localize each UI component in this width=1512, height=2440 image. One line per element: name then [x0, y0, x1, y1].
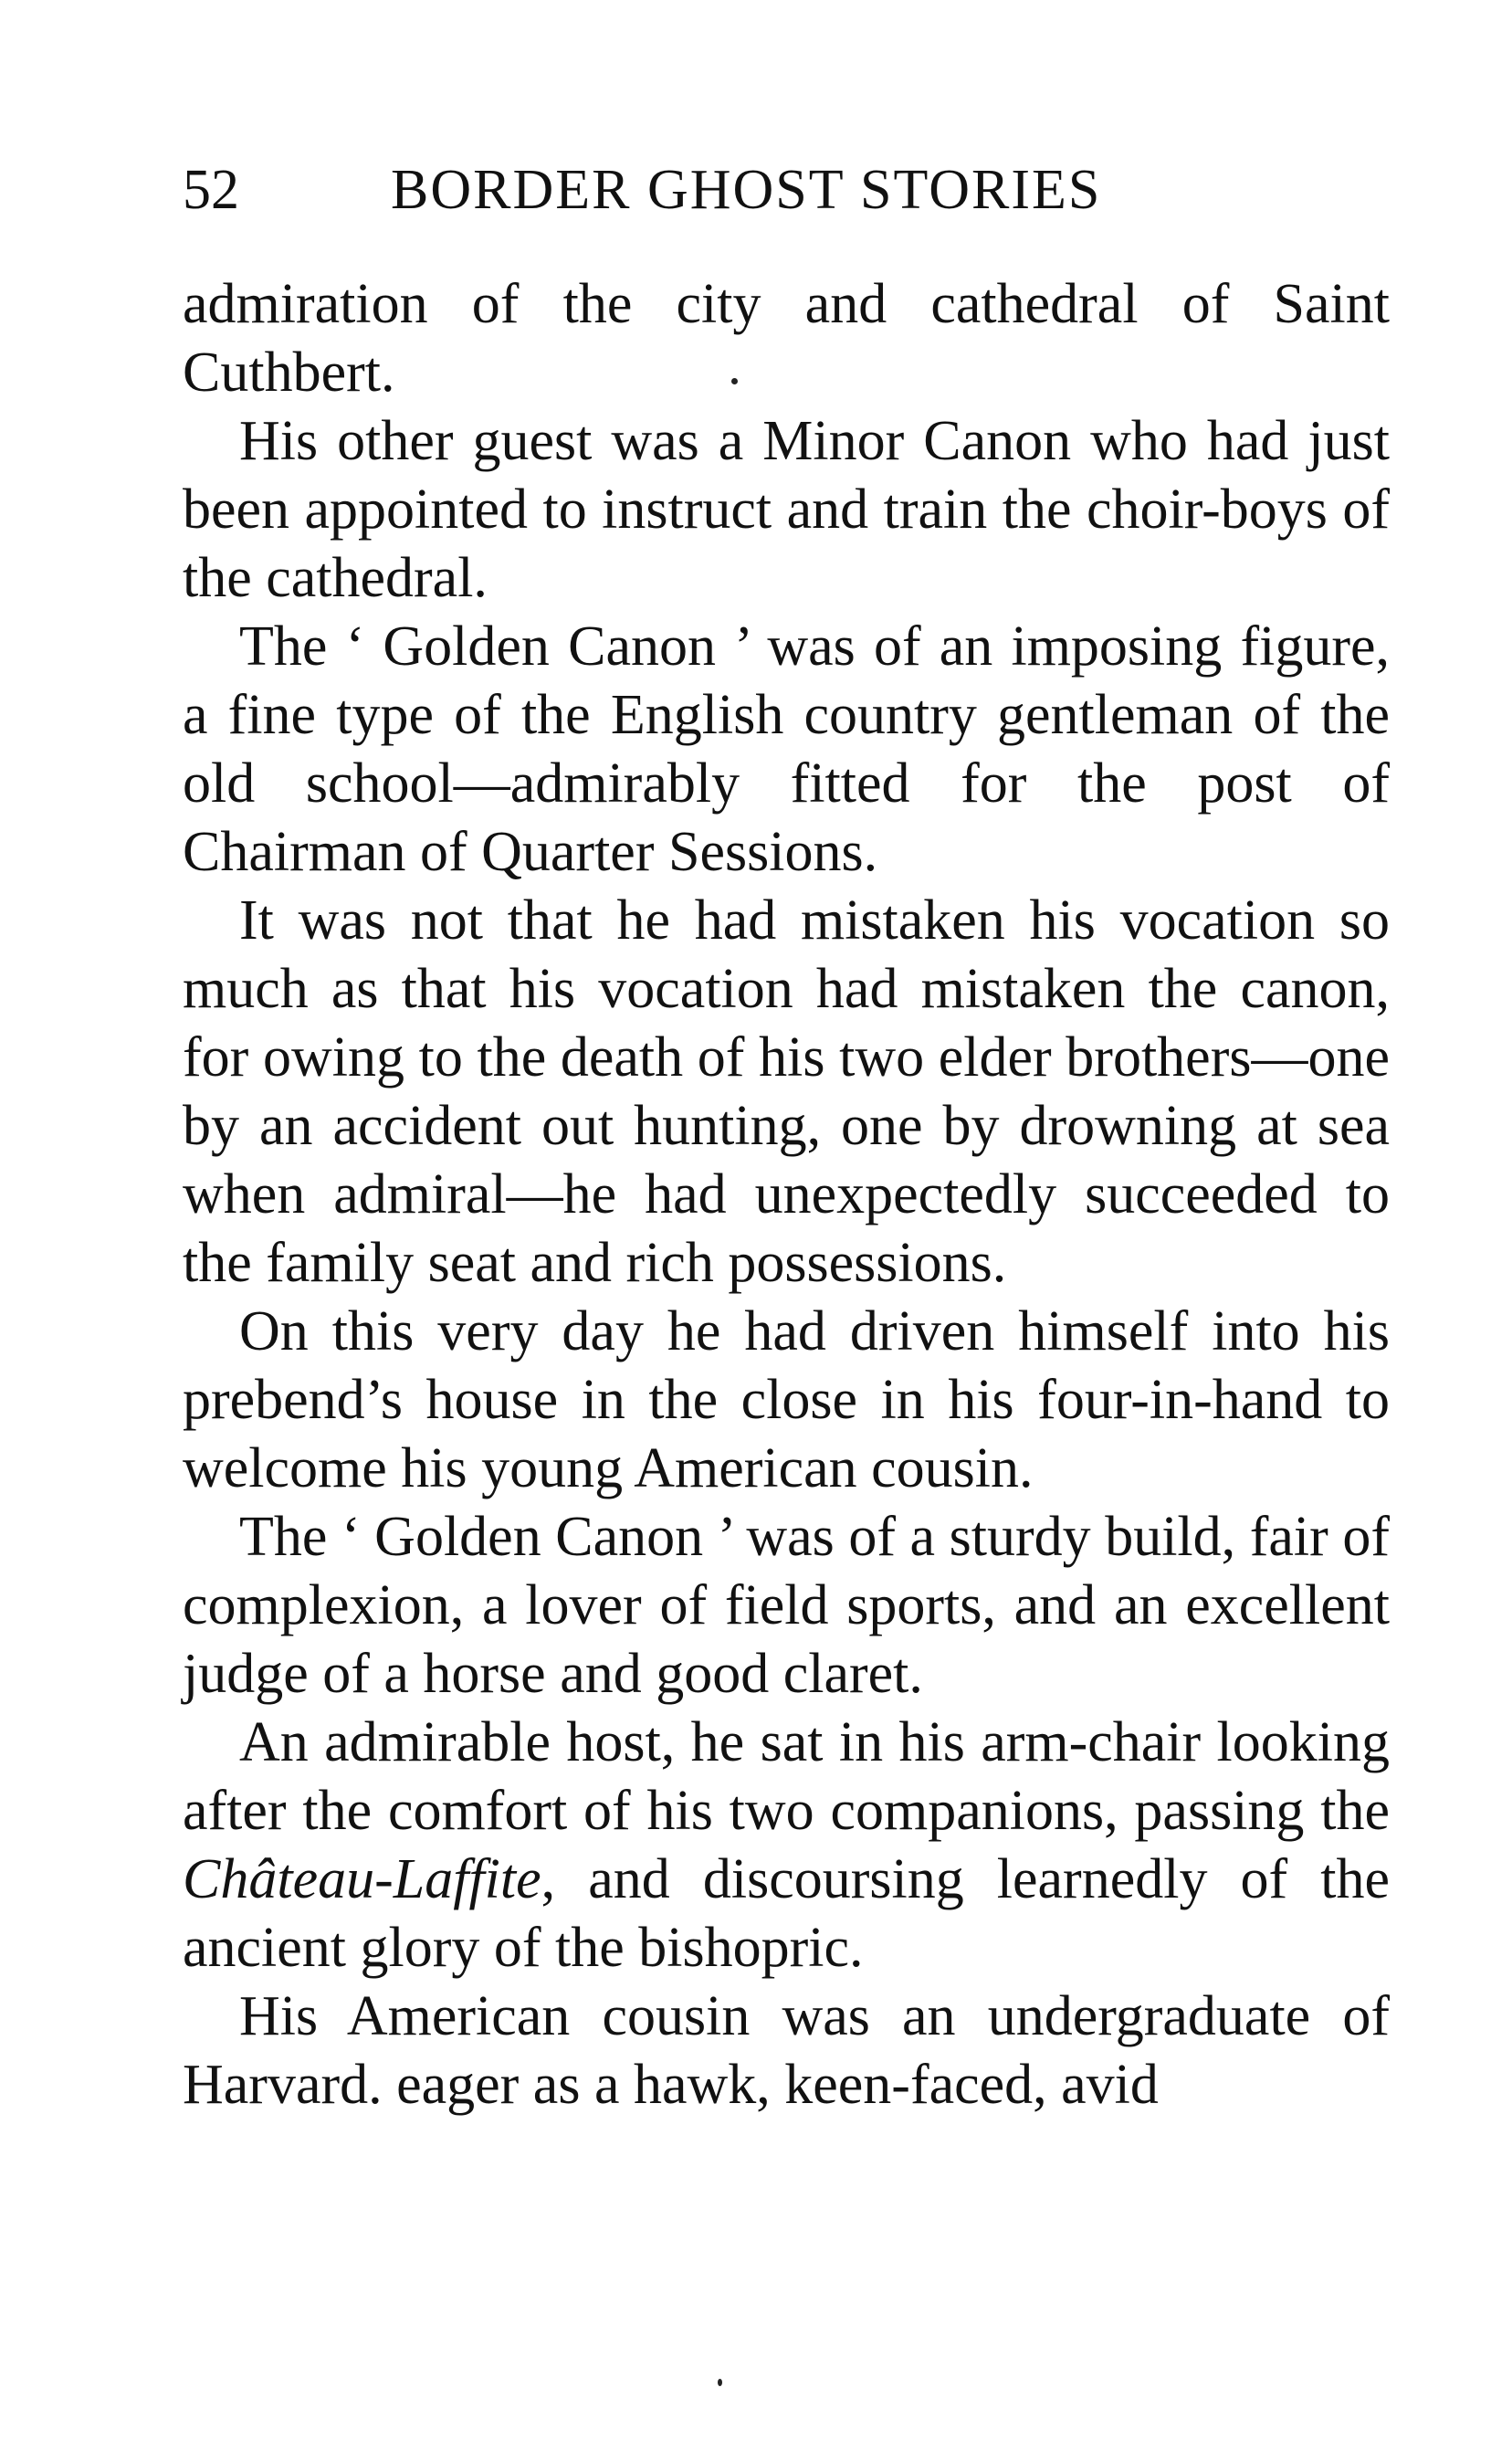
- paragraph-golden-canon-figure: The ‘ Golden Canon ’ was of an imposing figure, a fine type of the English country gentleman of the old school—admirably fitted for the post of Chairman of Quarter Sessions.: [183, 615, 1390, 883]
- print-speck: [718, 2379, 722, 2386]
- body-text: [183, 270, 1390, 2119]
- paragraph-admirable-host: [183, 1709, 1390, 1982]
- host-text-before: An admirable host, he sat in his arm-chair looking after the comfort of his two companions, passing the: [183, 1711, 1390, 1842]
- print-speck: [731, 378, 738, 384]
- chateau-laffite: Château-Laffite: [183, 1848, 541, 1910]
- paragraph-sturdy-build: The ‘ Golden Canon ’ was of a sturdy build, fair of complexion, a lover of field sports, and an excellent judge of a horse and good claret.: [183, 1506, 1390, 1705]
- paragraph-american-cousin: His American cousin was an undergraduate of Harvard. eager as a hawk, keen-faced, avid: [183, 1985, 1390, 2116]
- running-head: [183, 153, 1388, 226]
- paragraph-minor-canon: His other guest was a Minor Canon who had just been appointed to instruct and train the choir-boys of the cathedral.: [183, 410, 1390, 609]
- host-text-after: , and discoursing learnedly of the ancient glory of the bishopric.: [183, 1848, 1390, 1979]
- paragraph-vocation: It was not that he had mistaken his vocation so much as that his vocation had mistaken the canon, for owing to the death of his two elder brothers—one by an accident out hunting, one by drowning at sea when admiral—he had unexpectedly succeeded to the family seat and rich possessions.: [183, 889, 1390, 1294]
- running-title: BORDER GHOST STORIES: [391, 159, 1102, 221]
- page-number: 52: [183, 159, 239, 221]
- paragraph-continued: admiration of the city and cathedral of Saint Cuthbert.: [183, 273, 1390, 404]
- paragraph-four-in-hand: On this very day he had driven himself into his prebend’s house in the close in his four-in-hand to welcome his young American cousin.: [183, 1300, 1390, 1499]
